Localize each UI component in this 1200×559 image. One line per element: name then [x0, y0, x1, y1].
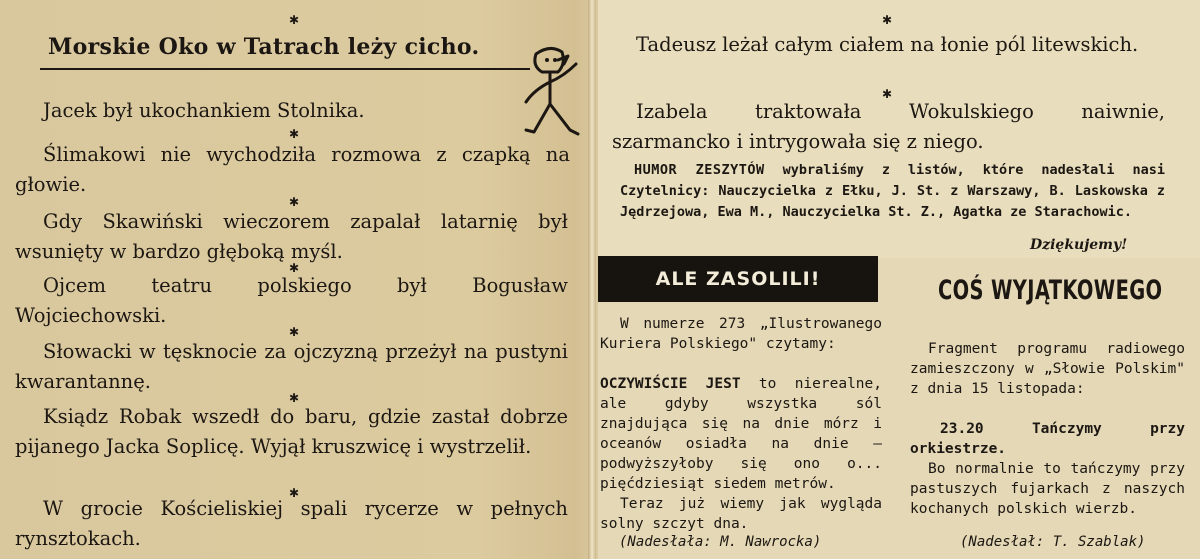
separator-star: ✱	[882, 13, 893, 27]
page-fold	[588, 0, 596, 559]
ale-zasolili-banner: ALE ZASOLILI!	[598, 256, 878, 302]
humor-item: Ksiądz Robak wszedł do baru, gdzie zastał dobrze pijanego Jacka Soplicę. Wyjął kruszwicę i wystrzelił.	[15, 405, 568, 458]
school-humor-column	[0, 0, 588, 559]
credits-paragraph	[620, 160, 1165, 223]
humor-item: Ślimakowi nie wychodziła rozmowa z czapką na głowie.	[15, 143, 570, 196]
cos-program-text: 23.20 Tańczymy przy orkiestrze.	[910, 421, 1185, 457]
humor-item: Izabela traktowała Wokulskiego naiwnie, szarmancko i intrygowała się z niego.	[612, 100, 1165, 153]
ale-quote-text: to nierealne, ale gdyby wszystka sól znajdująca się na dnie mórz i oceanów osiadła na dnie — podwyższyłoby się ono o... pięćdziesiąt siedem metrów.	[600, 376, 882, 492]
ale-signature: (Nadesłała: M. Nawrocka)	[619, 534, 822, 550]
ale-quote	[600, 374, 882, 494]
ale-intro: W numerze 273 „Ilustrowanego Kuriera Polskiego" czytamy:	[600, 316, 882, 352]
humor-item: W grocie Kościeliskiej spali rycerze w pełnych rynsztokach.	[15, 497, 568, 550]
humor-item: Ojcem teatru polskiego był Bogusław Wojciechowski.	[15, 274, 568, 327]
cos-wyjatkowego-title: COŚ WYJĄTKOWEGO	[938, 275, 1163, 306]
thanks-note: Dziękujemy!	[1030, 237, 1128, 253]
separator-star: ✱	[289, 13, 300, 27]
column-headline: Morskie Oko w Tatrach leży cicho.	[48, 34, 480, 60]
separator-star: ✱	[289, 127, 300, 141]
cos-intro: Fragment programu radiowego zamieszczony w „Słowie Polskim" z dnia 15 listopada:	[910, 341, 1185, 397]
separator-star: ✱	[289, 325, 300, 339]
ale-quote-lead: OCZYWIŚCIE JEST	[600, 376, 741, 392]
cos-signature: (Nadesłał: T. Szablak)	[960, 534, 1146, 550]
humor-item: Tadeusz leżał całym ciałem na łonie pól litewskich.	[636, 33, 1139, 56]
separator-star: ✱	[289, 195, 300, 209]
ale-comment: Teraz już wiemy jak wygląda solny szczyt dna.	[600, 496, 882, 532]
cos-comment: Bo normalnie to tańczymy przy pastuszych fujarkach z naszych kochanych polskich wierzb.	[910, 461, 1185, 517]
cartoon-figure-icon	[520, 42, 584, 140]
humor-item: Słowacki w tęsknocie za ojczyzną przeżył na pustyni kwarantannę.	[15, 340, 568, 393]
humor-item: Gdy Skawiński wieczorem zapalał latarnię był wsunięty w bardzo głęboką myśl.	[15, 210, 568, 263]
headline-rule	[40, 68, 530, 70]
separator-star: ✱	[289, 486, 300, 500]
credits-text: wybraliśmy z listów, które nadesłali nasi Czytelnicy: Nauczycielka z Ełku, J. St. z Warszawy, B. Laskowska z Jędrzejowa, Ewa M., Nauczycielka St. Z., Agatka ze Starachowic.	[620, 162, 1165, 220]
separator-star: ✱	[289, 391, 300, 405]
credits-lead: HUMOR ZESZYTÓW	[634, 162, 765, 178]
cos-program-line	[910, 419, 1185, 459]
humor-item: Jacek był ukochankiem Stolnika.	[43, 99, 365, 122]
separator-star: ✱	[882, 87, 893, 101]
separator-star: ✱	[289, 261, 300, 275]
